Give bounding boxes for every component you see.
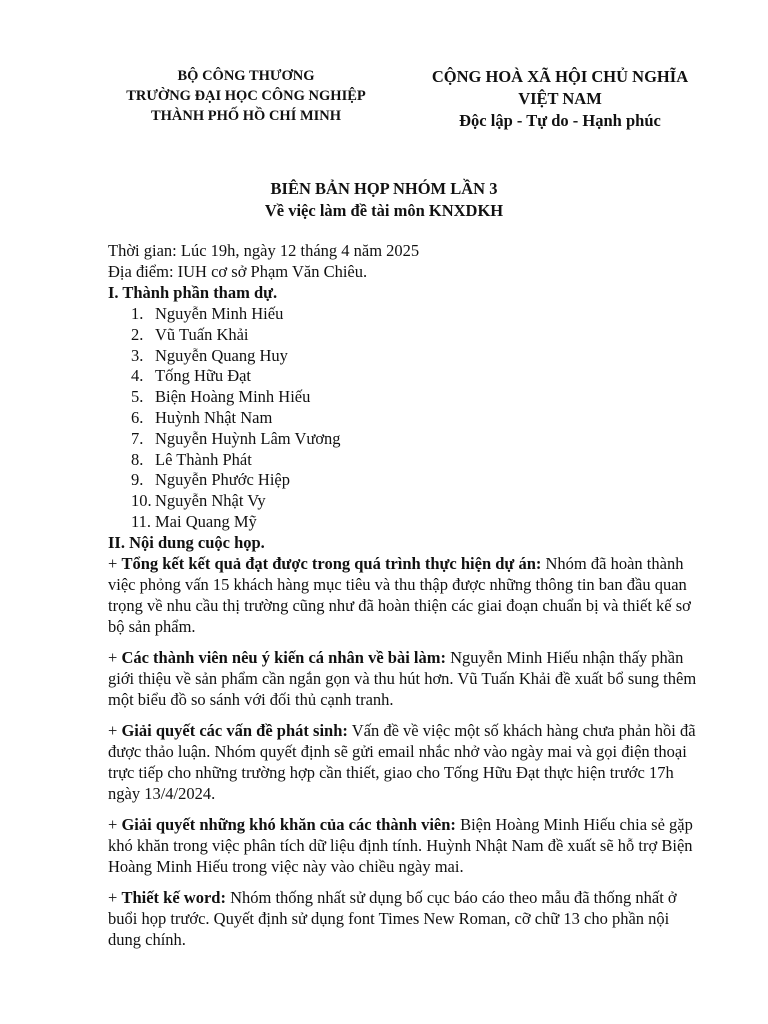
member-name: Mai Quang Mỹ — [155, 511, 257, 531]
section-1-heading: I. Thành phần tham dự. — [108, 283, 278, 302]
meeting-time: Thời gian: Lúc 19h, ngày 12 tháng 4 năm 2025 — [108, 241, 420, 260]
paragraph-lead: Các thành viên nêu ý kiến cá nhân về bài làm: — [121, 647, 446, 667]
member-name: Tống Hữu Đạt — [155, 366, 252, 386]
header-left-org — [96, 66, 396, 126]
member-name: Huỳnh Nhật Nam — [155, 407, 273, 427]
member-name: Nguyễn Nhật Vy — [155, 491, 266, 511]
list-number: 9. — [131, 470, 144, 490]
content-paragraph-difficulties — [108, 814, 698, 877]
list-number: 11. — [131, 511, 152, 531]
list-item — [108, 428, 698, 449]
paragraph-text: Biện Hoàng Minh Hiếu chia sẻ gặp khó khăn trong việc phân tích dữ liệu định tính. Huỳnh Nhật Nam đề xuất sẽ hỗ trợ Biện Hoàng Minh Hiếu trong việc này vào chiều ngày mai. — [108, 814, 693, 876]
list-number: 1. — [131, 304, 144, 323]
ministry-name: BỘ CÔNG THƯƠNG — [177, 68, 315, 84]
national-title-line2: VIỆT NAM — [518, 89, 602, 108]
paragraph-text: Nhóm đã hoàn thành việc phỏng vấn 15 khách hàng mục tiêu và thu thập được những thông tin ban đầu quan trọng về nhu cầu thị trường cũng như đã hoàn thiện các giai đoạn chuẩn bị và thiết kế sơ bộ sản phẩm. — [108, 553, 691, 636]
paragraph-lead: Tổng kết kết quả đạt được trong quá trình thực hiện dự án: — [121, 553, 542, 573]
member-name: Vũ Tuấn Khải — [155, 324, 249, 344]
document-subtitle: Về việc làm đề tài môn KNXDKH — [264, 201, 504, 220]
member-name: Biện Hoàng Minh Hiếu — [155, 387, 311, 407]
list-number: 6. — [131, 407, 144, 427]
national-title-line1: CỘNG HOÀ XÃ HỘI CHỦ NGHĨA — [431, 67, 689, 86]
list-item — [108, 303, 698, 324]
bullet-prefix: + — [108, 647, 122, 667]
section-2-heading: II. Nội dung cuộc họp. — [108, 532, 265, 552]
content-paragraph-issues — [108, 720, 698, 804]
member-list — [108, 303, 698, 532]
paragraph-lead: Giải quyết các vấn đề phát sinh: — [121, 720, 348, 740]
list-item — [108, 490, 698, 511]
member-name: Nguyễn Phước Hiệp — [155, 470, 290, 490]
list-number: 8. — [131, 449, 144, 469]
list-item — [108, 324, 698, 345]
list-number: 2. — [131, 324, 144, 344]
list-item — [108, 345, 698, 366]
paragraph-text: Vấn đề về việc một số khách hàng chưa phản hồi đã được thảo luận. Nhóm quyết định sẽ gửi email nhắc nhở vào ngày mai và gọi điện thoại trực tiếp cho những trường hợp cần thiết, giao cho Tống Hữu Đạt thực hiện trước 17h ngày 13/4/2024. — [108, 720, 696, 803]
member-name: Lê Thành Phát — [155, 449, 252, 469]
content-paragraph-summary — [108, 553, 698, 637]
national-motto: Độc lập - Tự do - Hạnh phúc — [459, 111, 661, 130]
paragraph-lead: Giải quyết những khó khăn của các thành viên: — [121, 814, 456, 834]
member-name: Nguyễn Quang Huy — [155, 345, 288, 365]
list-item — [108, 449, 698, 470]
header-right-national — [410, 66, 710, 132]
bullet-prefix: + — [108, 720, 122, 740]
university-name-line2: THÀNH PHỐ HỒ CHÍ MINH — [150, 108, 342, 124]
document-title-block — [108, 178, 660, 222]
list-number: 5. — [131, 387, 144, 407]
content-paragraph-opinions — [108, 647, 698, 710]
paragraph-text: Nguyễn Minh Hiếu nhận thấy phần giới thiệu về sản phẩm cần ngắn gọn và thu hút hơn. Vũ Tuấn Khải đề xuất bổ sung thêm một biểu đồ so sánh với đối thủ cạnh tranh. — [108, 647, 697, 709]
list-number: 7. — [131, 428, 144, 448]
paragraph-text: Nhóm thống nhất sử dụng bố cục báo cáo theo mẫu đã thống nhất ở buổi họp trước. Quyết định sử dụng font Times New Roman, cỡ chữ 13 cho phần nội dung chính. — [108, 887, 677, 949]
bullet-prefix: + — [108, 553, 122, 573]
document-title: BIÊN BẢN HỌP NHÓM LẦN 3 — [270, 179, 498, 198]
list-number: 3. — [131, 345, 144, 365]
content-paragraph-word-design — [108, 887, 698, 950]
list-item — [108, 469, 698, 490]
bullet-prefix: + — [108, 887, 122, 907]
list-item — [108, 365, 698, 386]
paragraph-lead: Thiết kế word: — [121, 887, 226, 907]
bullet-prefix: + — [108, 814, 122, 834]
document-body — [108, 240, 698, 960]
list-item — [108, 386, 698, 407]
list-number: 10. — [131, 491, 152, 511]
list-number: 4. — [131, 366, 144, 386]
university-name-line1: TRƯỜNG ĐẠI HỌC CÔNG NGHIỆP — [126, 88, 366, 104]
member-name: Nguyễn Huỳnh Lâm Vương — [155, 428, 341, 448]
member-name: Nguyễn Minh Hiếu — [155, 304, 284, 323]
list-item — [108, 407, 698, 428]
meeting-place: Địa điểm: IUH cơ sở Phạm Văn Chiêu. — [108, 262, 368, 281]
list-item — [108, 511, 698, 532]
